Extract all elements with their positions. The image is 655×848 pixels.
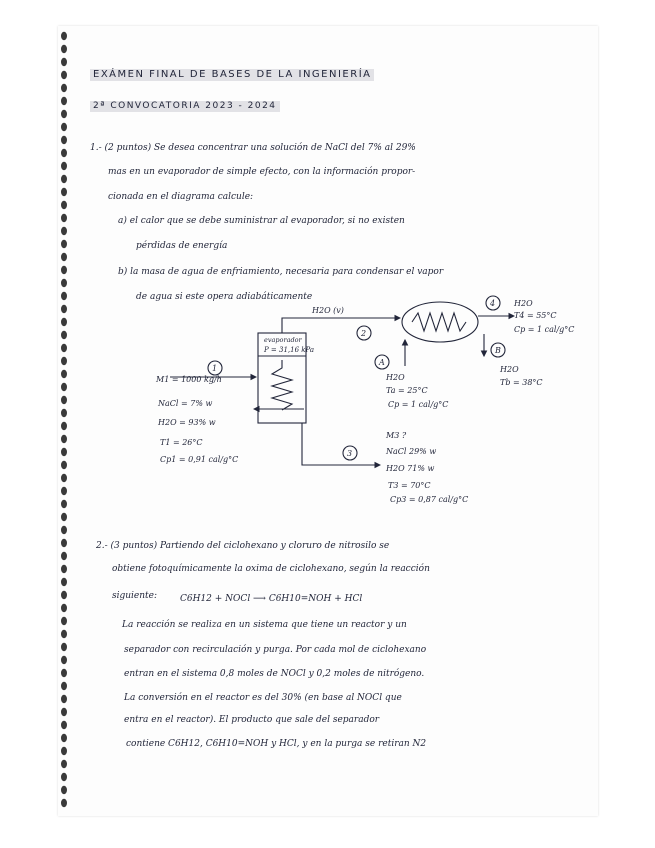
stream3-number: 3 — [347, 449, 353, 458]
stream1-value: M1 = 1000 kg/h — [156, 375, 222, 384]
problem1-part-b: de agua si este opera adiabáticamente — [136, 292, 313, 302]
problem1-line: cionada en el diagrama calcule: — [108, 192, 254, 202]
stream2-number: 2 — [361, 329, 367, 338]
problem2-body: contiene C6H12, C6H10=NOH y HCl, y en la purga se retiran N2 — [126, 739, 427, 749]
problem1-part-b: b) la masa de agua de enfriamiento, necesaria para condensar el vapor — [118, 267, 444, 277]
problem1-part-a: pérdidas de energía — [136, 241, 228, 251]
streamA-value: H2O — [386, 373, 405, 382]
streamB-number: B — [495, 346, 501, 355]
stream1-number: 1 — [212, 364, 218, 373]
stream3-line — [302, 423, 380, 465]
stream1-value: T1 = 26°C — [160, 438, 203, 447]
stream4-value: Cp = 1 cal/g°C — [514, 325, 575, 334]
stream2-label: H2O (v) — [312, 306, 344, 315]
streamB-value: Tb = 38°C — [500, 378, 543, 387]
problem1-part-a: a) el calor que se debe suministrar al evaporador, si no existen — [118, 216, 405, 226]
stream3-value: H2O 71% w — [386, 464, 435, 473]
condenser — [402, 302, 478, 342]
exam-session: 2ª CONVOCATORIA 2023 - 2024 — [90, 101, 280, 112]
stream1-value: H2O = 93% w — [158, 418, 216, 427]
problem2-body: separador con recirculación y purga. Por cada mol de ciclohexano — [124, 645, 427, 655]
problem2-reaction: C6H12 + NOCl ⟶ C6H10=NOH + HCl — [180, 594, 363, 604]
exam-title: EXÁMEN FINAL DE BASES DE LA INGENIERÍA — [90, 69, 374, 81]
problem2-line: siguiente: — [112, 591, 158, 601]
streamB-value: H2O — [500, 365, 519, 374]
streamA-value: Cp = 1 cal/g°C — [388, 400, 449, 409]
stream3-value: NaCl 29% w — [386, 447, 437, 456]
stream3-value: M3 ? — [386, 431, 407, 440]
stream3-value: T3 = 70°C — [388, 481, 431, 490]
problem2-line: obtiene fotoquímicamente la oxima de ciclohexano, según la reacción — [112, 564, 430, 574]
streamA-value: Ta = 25°C — [386, 386, 428, 395]
stream4-number: 4 — [490, 299, 496, 308]
stream4-value: T4 = 55°C — [514, 311, 557, 320]
evaporator-label: evaporador — [264, 336, 302, 344]
stream1-value: NaCl = 7% w — [158, 399, 213, 408]
streamA-number: A — [379, 358, 385, 367]
stream1-value: Cp1 = 0,91 cal/g°C — [160, 455, 239, 464]
evaporator-coil — [272, 360, 292, 410]
problem1-line: 1.- (2 puntos) Se desea concentrar una solución de NaCl del 7% al 29% — [90, 143, 416, 153]
evaporator-pressure: P = 31,16 kPa — [264, 346, 315, 354]
problem2-body: La reacción se realiza en un sistema que tiene un reactor y un — [122, 620, 407, 630]
problem2-line: 2.- (3 puntos) Partiendo del ciclohexano y cloruro de nitrosilo se — [96, 541, 390, 551]
problem2-body: entran en el sistema 0,8 moles de NOCl y 0,2 moles de nitrógeno. — [124, 669, 425, 679]
stream4-value: H2O — [514, 299, 533, 308]
stream3-value: Cp3 = 0,87 cal/g°C — [390, 495, 469, 504]
condenser-coil — [412, 313, 466, 331]
problem2-body: La conversión en el reactor es del 30% (en base al NOCl que — [124, 693, 402, 703]
problem1-line: mas en un evaporador de simple efecto, con la información propor- — [108, 167, 416, 177]
stream2-line — [282, 318, 400, 333]
problem2-body: entra en el reactor). El producto que sale del separador — [124, 715, 380, 725]
